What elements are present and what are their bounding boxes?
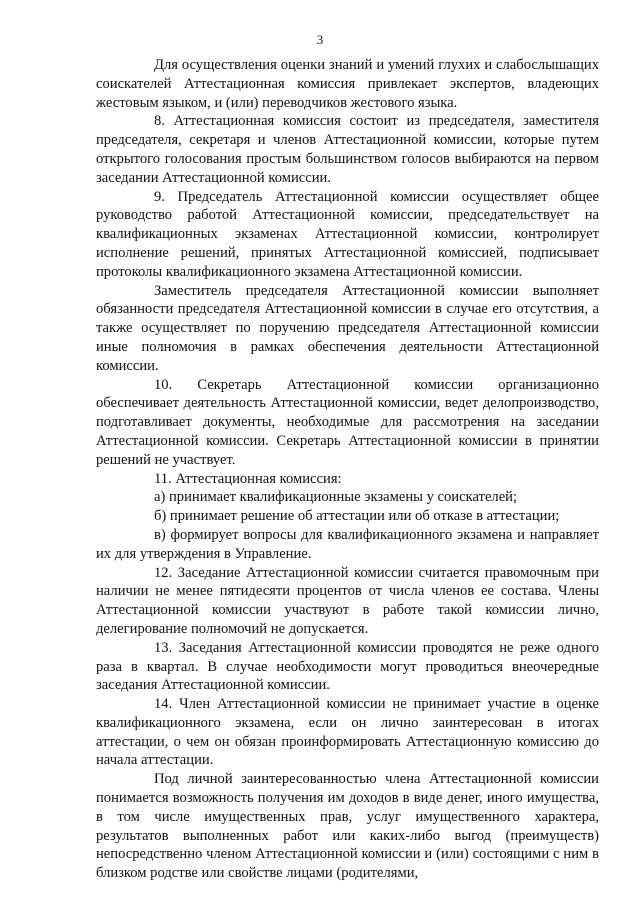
paragraph-8-composition: 8. Аттестационная комиссия состоит из председателя, заместителя председателя, секретаря и членов Аттестационной комиссии, которые путем открытого голосования простым большинством голосов выбираются на первом заседании Аттестационной комиссии. bbox=[96, 113, 599, 186]
page-number: 3 bbox=[316, 32, 324, 47]
list-item-c: в) формирует вопросы для квалификационного экзамена и направляет их для утверждения в Управление. bbox=[96, 526, 599, 562]
paragraph-9-chairman: 9. Председатель Аттестационной комиссии осуществляет общее руководство работой Аттестационной комиссии, председательствует на квалификационных экзаменах Аттестационной комиссии, контролирует исполнение решений, принятых Аттестационной комиссией, подписывает протоколы квалификационного экзамена Аттестационной комиссии. bbox=[96, 188, 599, 280]
paragraph-14-conflict-of-interest: 14. Член Аттестационной комиссии не принимает участие в оценке квалификационного экзамена, если он лично заинтересован в итогах аттестации, о чем он обязан проинформировать Аттестационную комиссию до начала аттестации. bbox=[96, 696, 599, 769]
paragraph-deputy-chairman: Заместитель председателя Аттестационной комиссии выполняет обязанности председателя Аттестационной комиссии в случае его отсутствия, а также осуществляет по поручению председателя Аттестационной комиссии иные полномочия в рамках обеспечения деятельности Аттестационной комиссии. bbox=[96, 282, 599, 374]
paragraph-13-meetings: 13. Заседания Аттестационной комиссии проводятся не реже одного раза в квартал. В случае необходимости могут проводиться внеочередные заседания Аттестационной комиссии. bbox=[96, 639, 599, 694]
document-body bbox=[96, 56, 599, 883]
paragraph-12-quorum: 12. Заседание Аттестационной комиссии считается правомочным при наличии не менее пятидесяти процентов от числа членов ее состава. Члены Аттестационной комиссии участвуют в работе такой комиссии лично, делегирование полномочий не допускается. bbox=[96, 564, 599, 637]
list-item-a: а) принимает квалификационные экзамены у соискателей; bbox=[154, 489, 518, 506]
paragraph-personal-interest-definition: Под личной заинтересованностью члена Аттестационной комиссии понимается возможность получения им доходов в виде денег, иного имущества, в том числе имущественных прав, услуг имущественного характера, результатов выполненных работ или каких-либо выгод (преимуществ) непосредственно членом Аттестационной комиссии и (или) состоящими с ним в близком родстве или свойстве лицами (родителями, bbox=[96, 771, 599, 882]
paragraph-10-secretary: 10. Секретарь Аттестационной комиссии организационно обеспечивает деятельность Аттестационной комиссии, ведет делопроизводство, подготавливает документы, необходимые для рассмотрения на заседании Аттестационной комиссии. Секретарь Аттестационной комиссии в принятии решений не участвует. bbox=[96, 376, 599, 468]
paragraph-deaf-experts: Для осуществления оценки знаний и умений глухих и слабослышащих соискателей Аттестационная комиссия привлекает экспертов, владеющих жестовым языком, и (или) переводчиков жестового языка. bbox=[96, 57, 599, 111]
paragraph-11-commission-duties: 11. Аттестационная комиссия: bbox=[154, 470, 342, 487]
list-item-b: б) принимает решение об аттестации или об отказе в аттестации; bbox=[154, 508, 560, 525]
